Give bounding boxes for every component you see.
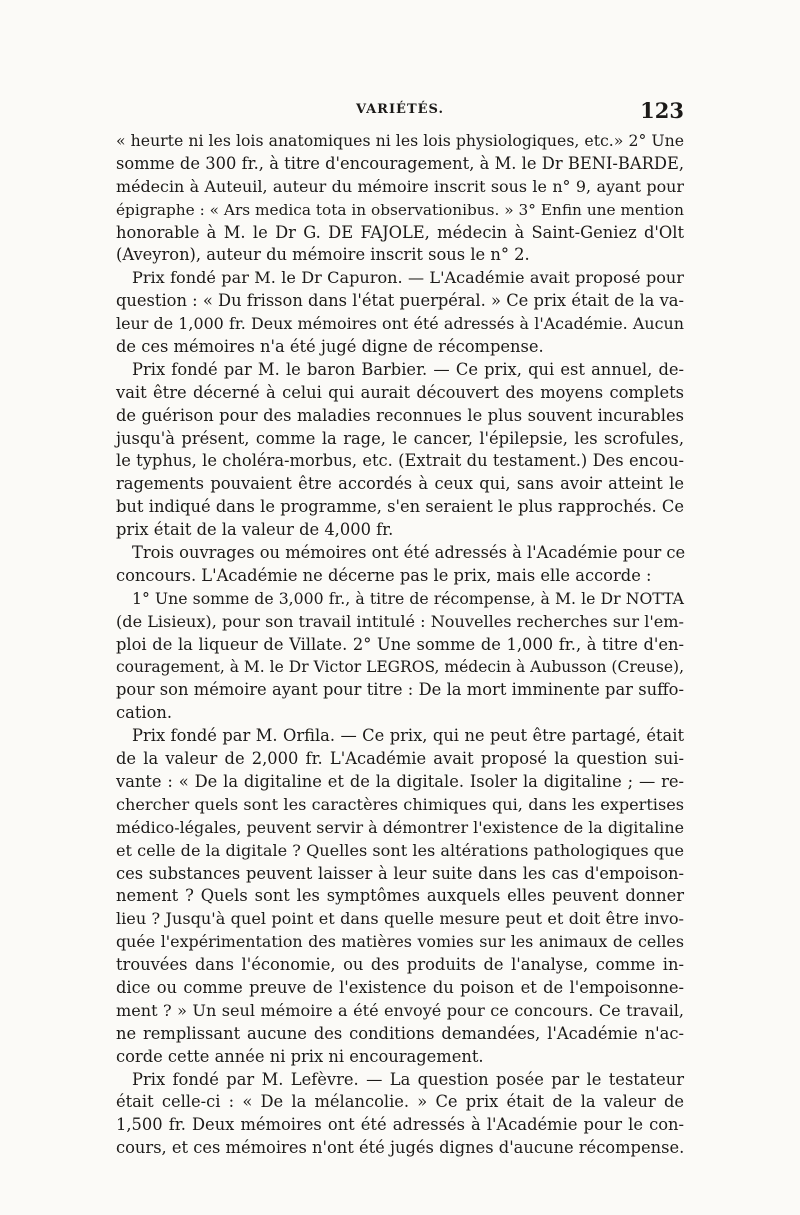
page-number: 123: [640, 98, 684, 123]
text-line: Prix fondé par M. Orfila. — Ce prix, qui ne peut être partagé, était: [132, 726, 684, 746]
text-line: médico-légales, peuvent servir à démontrer l'existence de la digitaline: [116, 817, 685, 837]
text-line: et celle de la digitale ? Quelles sont les altérations pathologiques que: [116, 840, 684, 860]
text-line: ment ? » Un seul mémoire a été envoyé pour ce concours. Ce travail,: [116, 1000, 684, 1020]
text-line: 1° Une somme de 3,000 fr., à titre de récompense, à M. le Dr NOTTA: [132, 588, 684, 608]
text-line: honorable à M. le Dr G. DE FAJOLE, médecin à Saint-Geniez d'Olt: [116, 222, 684, 242]
body-text: [116, 130, 684, 1160]
text-line: vante : « De la digitaline et de la digitale. Isoler la digitaline ; — re-: [116, 771, 684, 791]
text-line: couragement, à M. le Dr Victor LEGROS, médecin à Aubusson (Creuse),: [116, 658, 684, 677]
text-line: médecin à Auteuil, auteur du mémoire inscrit sous le n° 9, ayant pour: [116, 176, 684, 196]
text-line: de ces mémoires n'a été jugé digne de récompense.: [116, 337, 544, 357]
text-line: nement ? Quels sont les symptômes auxquels elles peuvent donner: [116, 886, 684, 906]
text-line: corde cette année ni prix ni encouragement.: [116, 1046, 484, 1066]
text-line: cours, et ces mémoires n'ont été jugés dignes d'aucune récompense.: [116, 1138, 685, 1158]
text-line: Prix fondé par M. le baron Barbier. — Ce prix, qui est annuel, de-: [132, 359, 684, 379]
text-line: ne remplissant aucune des conditions demandées, l'Académie n'ac-: [116, 1023, 684, 1043]
text-line: but indiqué dans le programme, s'en seraient le plus rapprochés. Ce: [116, 497, 684, 517]
text-line: jusqu'à présent, comme la rage, le cancer, l'épilepsie, les scrofules,: [116, 428, 684, 448]
text-line: ploi de la liqueur de Villate. 2° Une somme de 1,000 fr., à titre d'en-: [116, 634, 684, 654]
text-line: « heurte ni les lois anatomiques ni les lois physiologiques, etc.» 2° Une: [116, 131, 684, 150]
text-line: (de Lisieux), pour son travail intitulé : Nouvelles recherches sur l'em-: [116, 611, 684, 631]
text-line: quée l'expérimentation des matières vomies sur les animaux de celles: [116, 932, 684, 952]
text-line: Trois ouvrages ou mémoires ont été adressés à l'Académie pour ce: [132, 543, 686, 563]
text-line: Prix fondé par M. le Dr Capuron. — L'Académie avait proposé pour: [132, 268, 684, 288]
text-line: de la valeur de 2,000 fr. L'Académie avait proposé la question sui-: [116, 749, 684, 769]
text-line: était celle-ci : « De la mélancolie. » Ce prix était de la valeur de: [116, 1092, 684, 1112]
text-line: le typhus, le choléra-morbus, etc. (Extrait du testament.) Des encou-: [116, 451, 684, 471]
text-line: ces substances peuvent laisser à leur suite dans les cas d'empoison-: [116, 863, 684, 883]
running-title: VARIÉTÉS.: [356, 102, 444, 117]
text-line: question : « Du frisson dans l'état puerpéral. » Ce prix était de la va-: [116, 291, 684, 311]
text-line: dice ou comme preuve de l'existence du poison et de l'empoisonne-: [116, 977, 684, 997]
text-line: cation.: [116, 703, 173, 723]
text-line: chercher quels sont les caractères chimiques qui, dans les expertises: [116, 794, 684, 814]
text-line: lieu ? Jusqu'à quel point et dans quelle mesure peut et doit être invo-: [116, 909, 684, 929]
text-line: Prix fondé par M. Lefèvre. — La question posée par le testateur: [132, 1069, 684, 1089]
text-line: 1,500 fr. Deux mémoires ont été adressés à l'Académie pour le con-: [116, 1115, 684, 1135]
text-line: (Aveyron), auteur du mémoire inscrit sous le n° 2.: [116, 245, 530, 265]
text-line: prix était de la valeur de 4,000 fr.: [116, 520, 394, 540]
page-header: [116, 98, 684, 126]
text-line: épigraphe : « Ars medica tota in observationibus. » 3° Enfin une mention: [116, 200, 684, 219]
text-line: vait être décerné à celui qui aurait découvert des moyens complets: [116, 382, 684, 402]
text-line: trouvées dans l'économie, ou des produits de l'analyse, comme in-: [116, 955, 684, 975]
text-line: de guérison pour des maladies reconnues le plus souvent incurables: [116, 405, 684, 425]
text-line: pour son mémoire ayant pour titre : De la mort imminente par suffo-: [116, 680, 684, 700]
text-line: concours. L'Académie ne décerne pas le prix, mais elle accorde :: [116, 565, 652, 585]
text-line: ragements pouvaient être accordés à ceux qui, sans avoir atteint le: [116, 474, 684, 494]
text-line: somme de 300 fr., à titre d'encouragement, à M. le Dr BENI-BARDE,: [116, 153, 684, 173]
text-line: leur de 1,000 fr. Deux mémoires ont été adressés à l'Académie. Aucun: [116, 314, 684, 334]
